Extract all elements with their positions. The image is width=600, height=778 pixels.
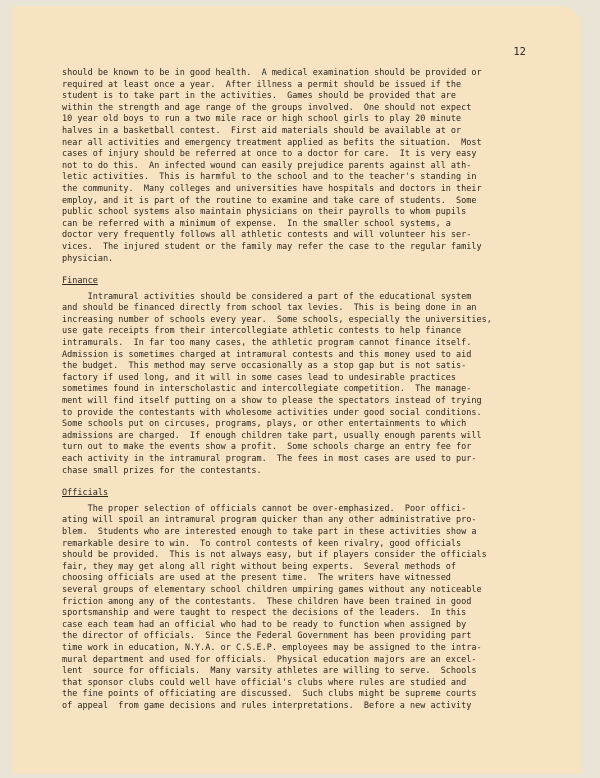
text-line: intramurals. In far too many cases, the athletic program cannot finance itself. [62, 338, 472, 349]
text-line: should be known to be in good health. A medical examination should be provided or [62, 68, 482, 78]
text-line: of appeal from game decisions and rules interpretations. Before a new activity [62, 700, 472, 711]
text-line: fair, they may get along all right without being experts. Several methods of [62, 561, 457, 572]
paragraph-health [62, 68, 554, 265]
text-line: vices. The injured student or the family may refer the case to the regular family [62, 241, 482, 252]
text-line: student is to take part in the activities. Games should be provided that are [62, 91, 457, 102]
text-line: time work in education, N.Y.A. or C.S.E.P. employees may be assigned to the intra- [62, 642, 482, 653]
text-line: public school systems also maintain physicians on their payrolls to whom pupils [62, 207, 467, 218]
text-line: increasing number of schools every year. Some schools, especially the universities, [62, 314, 492, 325]
text-line: factory if used long, and it will in some cases lead to undesirable practices [62, 372, 457, 383]
text-line: the community. Many colleges and universities have hospitals and doctors in their [62, 183, 482, 194]
text-line: Admission is sometimes charged at intramural contests and this money used to aid [62, 349, 472, 360]
text-line: use gate receipts from their intercollegiate athletic contests to help finance [62, 326, 462, 337]
page-body [62, 68, 554, 712]
text-line: that sponsor clubs could well have official's clubs where rules are studied and [62, 677, 467, 688]
text-line: The proper selection of officials cannot be over-emphasized. Poor offici- [62, 503, 467, 514]
text-line: ating will spoil an intramural program quicker than any other administrative pro- [62, 515, 477, 526]
text-line: the budget. This method may serve occasionally as a stop gap but is not satis- [62, 361, 467, 372]
text-line: chase small prizes for the contestants. [62, 465, 262, 476]
text-line: turn out to make the events show a profit. Some schools charge an entry fee for [62, 442, 472, 453]
text-line: admissions are charged. If enough children take part, usually enough parents will [62, 430, 482, 441]
text-line: lent source for officials. Many varsity athletes are willing to serve. Schools [62, 666, 477, 677]
text-line: case each team had an official who had to be ready to function when assigned by [62, 619, 467, 630]
text-line: blem. Students who are interested enough to take part in these activities show a [62, 526, 477, 537]
text-line: within the strength and age range of the groups involved. One should not expect [62, 102, 472, 113]
text-line: can be referred with a minimum of expense. In the smaller school systems, a [62, 218, 451, 229]
text-line: employ, and it is part of the routine to examine and take care of students. Some [62, 195, 477, 206]
paragraph-finance [62, 292, 554, 478]
text-line: friction among any of the contestants. These children have been trained in good [62, 596, 472, 607]
heading-officials: Officials [62, 488, 109, 499]
text-line: to provide the contestants with wholesome activities under good social conditions. [62, 407, 482, 418]
heading-finance: Finance [62, 276, 98, 287]
text-line: doctor very frequently follows all athletic contests and will volunteer his ser- [62, 230, 472, 241]
text-line: near all activities and emergency treatment applied as befits the situation. Most [62, 137, 482, 148]
text-line: ment will find itself putting on a show to please the spectators instead of trying [62, 396, 482, 407]
text-line: the fine points of officiating are discussed. Such clubs might be supreme courts [62, 689, 477, 700]
text-line: cases of injury should be referred at once to a doctor for care. It is very easy [62, 149, 477, 160]
text-line: 10 year old boys to run a two mile race or high school girls to play 20 minute [62, 114, 462, 125]
text-line: letic activities. This is harmful to the school and to the teacher's standing in [62, 172, 477, 183]
text-line: required at least once a year. After illness a permit should be issued if the [62, 79, 462, 90]
text-line: sportsmanship and were taught to respect the decisions of the leaders. In this [62, 608, 467, 619]
text-line: each activity in the intramural program. The fees in most cases are used to pur- [62, 454, 477, 464]
text-line: sometimes found in interscholastic and intercollegiate competition. The manage- [62, 384, 472, 395]
paragraph-officials [62, 504, 554, 713]
text-line: physician. [62, 253, 114, 264]
page-number: 12 [513, 46, 526, 58]
text-line: halves in a basketball contest. First aid materials should be available at or [62, 125, 462, 136]
text-line: and should be financed directly from school tax levies. This is being done in an [62, 303, 477, 314]
text-line: choosing officials are used at the present time. The writers have witnessed [62, 573, 451, 584]
text-line: remarkable desire to win. To control contests of keen rivalry, good officials [62, 538, 462, 549]
text-line: the director of officials. Since the Federal Government has been providing part [62, 631, 472, 642]
document-page [12, 6, 582, 774]
text-line: not to do this. An infected wound can easily prejudice parents against all ath- [62, 160, 472, 171]
text-line: several groups of elementary school children umpiring games without any noticeable [62, 584, 482, 595]
text-line: should be provided. This is not always easy, but if players consider the officials [62, 550, 487, 561]
text-line: Some schools put on circuses, programs, plays, or other entertainments to which [62, 419, 467, 430]
text-line: Intramural activities should be considered a part of the educational system [62, 291, 472, 302]
text-line: mural department and used for officials. Physical education majors are an excel- [62, 654, 477, 665]
